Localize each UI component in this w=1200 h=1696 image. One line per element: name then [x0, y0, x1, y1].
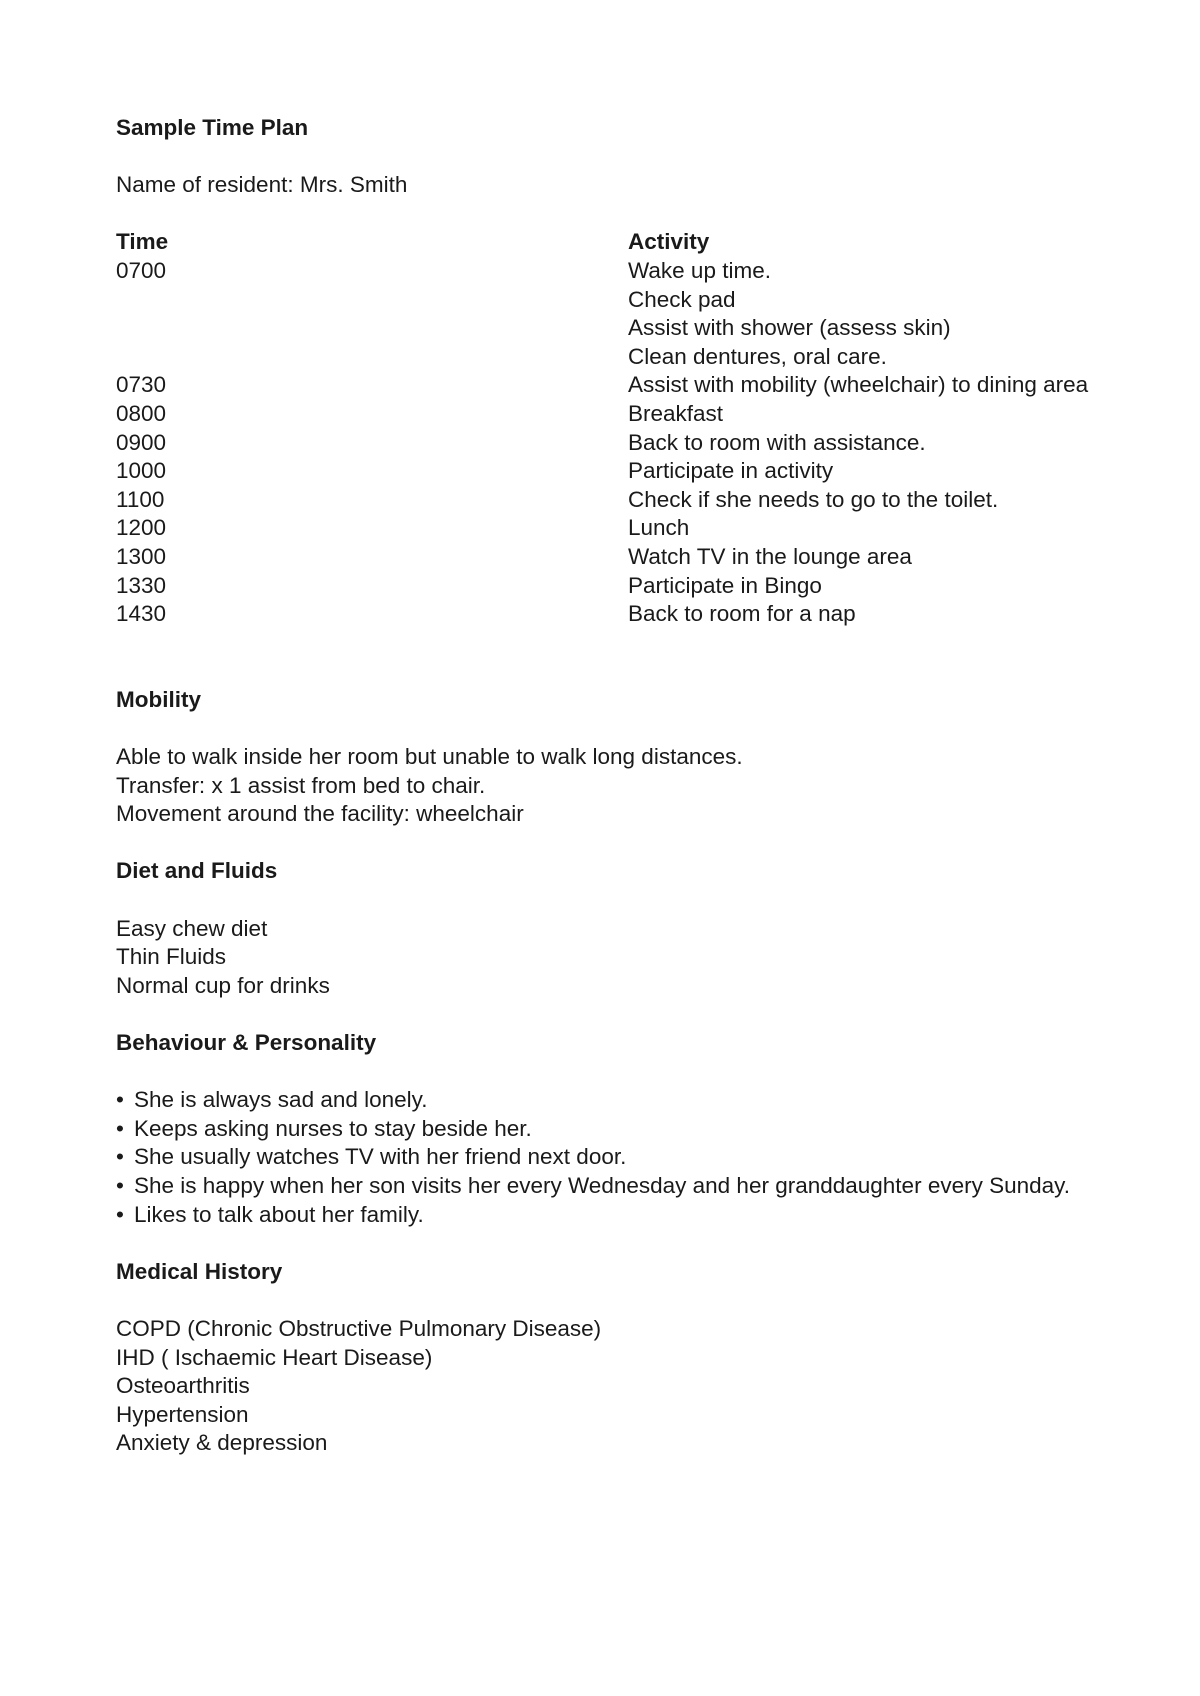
schedule-activity	[628, 514, 1098, 543]
mobility-line: Able to walk inside her room but unable to walk long distances.	[116, 744, 743, 770]
medical-history-line: COPD (Chronic Obstructive Pulmonary Disease)	[116, 1315, 602, 1341]
behaviour-item	[116, 1115, 1094, 1144]
bullet-icon: •	[116, 1144, 124, 1170]
schedule-row	[116, 572, 1116, 601]
behaviour-item-text: She is always sad and lonely.	[134, 1087, 428, 1113]
time-plan-schedule	[116, 228, 1116, 628]
schedule-time: 1000	[116, 458, 167, 484]
medical-lines	[116, 1315, 1116, 1458]
medical-history-line: Hypertension	[116, 1401, 249, 1427]
bullet-icon: •	[116, 1201, 124, 1227]
schedule-activity	[628, 429, 1098, 458]
medical-history-line: IHD ( Ischaemic Heart Disease)	[116, 1344, 433, 1370]
activity-line: Check pad	[628, 286, 736, 312]
schedule-time: 1300	[116, 543, 167, 569]
schedule-time: 0700	[116, 257, 167, 283]
schedule-time: 1330	[116, 572, 167, 598]
resident-name-line: Name of resident: Mrs. Smith	[116, 172, 408, 198]
diet-heading: Diet and Fluids	[116, 858, 278, 884]
schedule-time: 1200	[116, 515, 167, 541]
schedule-activity	[628, 600, 1098, 629]
medical-history-line: Osteoarthritis	[116, 1373, 250, 1399]
schedule-header-row	[116, 228, 1116, 257]
medical-section	[116, 1258, 1116, 1458]
mobility-heading: Mobility	[116, 686, 201, 712]
diet-section	[116, 857, 1116, 1000]
schedule-activity	[628, 257, 1098, 371]
mobility-lines	[116, 743, 1116, 829]
schedule-activity	[628, 486, 1098, 515]
behaviour-item-text: She usually watches TV with her friend next door.	[134, 1144, 627, 1170]
activity-line: Assist with shower (assess skin)	[628, 315, 951, 341]
schedule-row	[116, 486, 1116, 515]
schedule-time: 0900	[116, 429, 167, 455]
activity-line: Back to room for a nap	[628, 601, 856, 627]
bullet-icon: •	[116, 1115, 124, 1141]
medical-heading: Medical History	[116, 1258, 283, 1284]
schedule-time: 0730	[116, 372, 167, 398]
behaviour-item-text: Likes to talk about her family.	[134, 1201, 424, 1227]
activity-line: Wake up time.	[628, 257, 771, 283]
schedule-row	[116, 371, 1116, 400]
mobility-section	[116, 686, 1116, 829]
schedule-row	[116, 600, 1116, 629]
schedule-time: 1100	[116, 486, 165, 512]
behaviour-item	[116, 1172, 1094, 1201]
document-page	[116, 114, 1116, 1458]
activity-line: Lunch	[628, 515, 690, 541]
schedule-activity	[628, 371, 1098, 400]
activity-line: Participate in activity	[628, 458, 834, 484]
mobility-line: Movement around the facility: wheelchair	[116, 801, 524, 827]
behaviour-item	[116, 1143, 1094, 1172]
schedule-row	[116, 429, 1116, 458]
schedule-rows	[116, 257, 1116, 629]
schedule-row	[116, 400, 1116, 429]
schedule-activity	[628, 543, 1098, 572]
behaviour-list	[116, 1086, 1116, 1229]
schedule-row	[116, 257, 1116, 371]
schedule-row	[116, 543, 1116, 572]
activity-line: Participate in Bingo	[628, 572, 822, 598]
schedule-activity	[628, 572, 1098, 601]
activity-column-header: Activity	[628, 229, 710, 255]
behaviour-item-text: Keeps asking nurses to stay beside her.	[134, 1115, 532, 1141]
activity-line: Clean dentures, oral care.	[628, 343, 887, 369]
behaviour-heading: Behaviour & Personality	[116, 1030, 377, 1055]
time-column-header: Time	[116, 229, 169, 255]
schedule-activity	[628, 457, 1098, 486]
schedule-time: 0800	[116, 400, 167, 426]
schedule-row	[116, 457, 1116, 486]
schedule-row	[116, 514, 1116, 543]
bullet-icon: •	[116, 1087, 124, 1113]
schedule-time: 1430	[116, 601, 167, 627]
document-title: Sample Time Plan	[116, 115, 309, 140]
behaviour-item	[116, 1201, 1094, 1230]
bullet-icon: •	[116, 1172, 124, 1198]
activity-line: Check if she needs to go to the toilet.	[628, 486, 999, 512]
schedule-activity	[628, 400, 1098, 429]
behaviour-item	[116, 1086, 1094, 1115]
activity-line: Back to room with assistance.	[628, 429, 926, 455]
activity-line: Assist with mobility (wheelchair) to dining area	[628, 372, 1089, 398]
diet-lines	[116, 915, 1116, 1001]
activity-line: Breakfast	[628, 400, 724, 426]
behaviour-item-text: She is happy when her son visits her every Wednesday and her granddaughter every Sunday.	[134, 1172, 1070, 1198]
mobility-line: Transfer: x 1 assist from bed to chair.	[116, 772, 486, 798]
diet-line: Thin Fluids	[116, 944, 227, 970]
behaviour-section	[116, 1029, 1116, 1229]
activity-line: Watch TV in the lounge area	[628, 543, 912, 569]
medical-history-line: Anxiety & depression	[116, 1430, 328, 1456]
diet-line: Normal cup for drinks	[116, 972, 330, 998]
diet-line: Easy chew diet	[116, 915, 268, 941]
